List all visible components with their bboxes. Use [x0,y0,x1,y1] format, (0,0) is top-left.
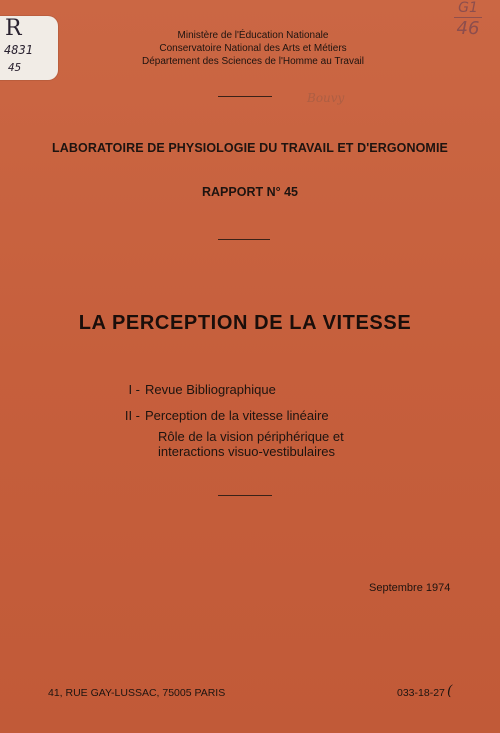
report-title: LA PERCEPTION DE LA VITESSE [78,312,412,334]
call-number-line: 4831 [4,43,33,57]
laboratory-name: LABORATOIRE DE PHYSIOLOGIE DU TRAVAIL ET D'ERGONOMIE [52,141,448,155]
pencil-note-top: G1 [458,0,478,16]
faint-ink-mark: Bouvy [307,91,345,105]
handwritten-tick: ( [447,683,453,699]
pencil-note-bottom: 46 [456,18,480,39]
part-subtitle: Rôle de la vision périphérique et [158,429,344,444]
institution-header [0,29,500,68]
part-number: I - [128,382,140,397]
report-number: RAPPORT N° 45 [202,185,298,199]
publisher-address: 41, RUE GAY-LUSSAC, 75005 PARIS [48,687,226,699]
call-number-line: 45 [8,61,22,74]
part-title: Revue Bibliographique [145,382,276,397]
call-letter: R [5,16,22,41]
department-line: Département des Sciences de l'Homme au Travail [141,56,364,67]
part-subtitle: interactions visuo-vestibulaires [158,444,336,459]
part-title: Perception de la vitesse linéaire [145,408,329,423]
publication-date: Septembre 1974 [369,582,451,594]
ministry-line: Ministère de l'Éducation Nationale [177,30,329,41]
catalog-code: 033-18-27 [397,687,445,699]
conservatoire-line: Conservatoire National des Arts et Métiers [159,43,347,54]
divider [218,239,270,240]
part-number: II - [124,408,140,423]
divider [218,495,272,496]
divider [218,96,272,97]
